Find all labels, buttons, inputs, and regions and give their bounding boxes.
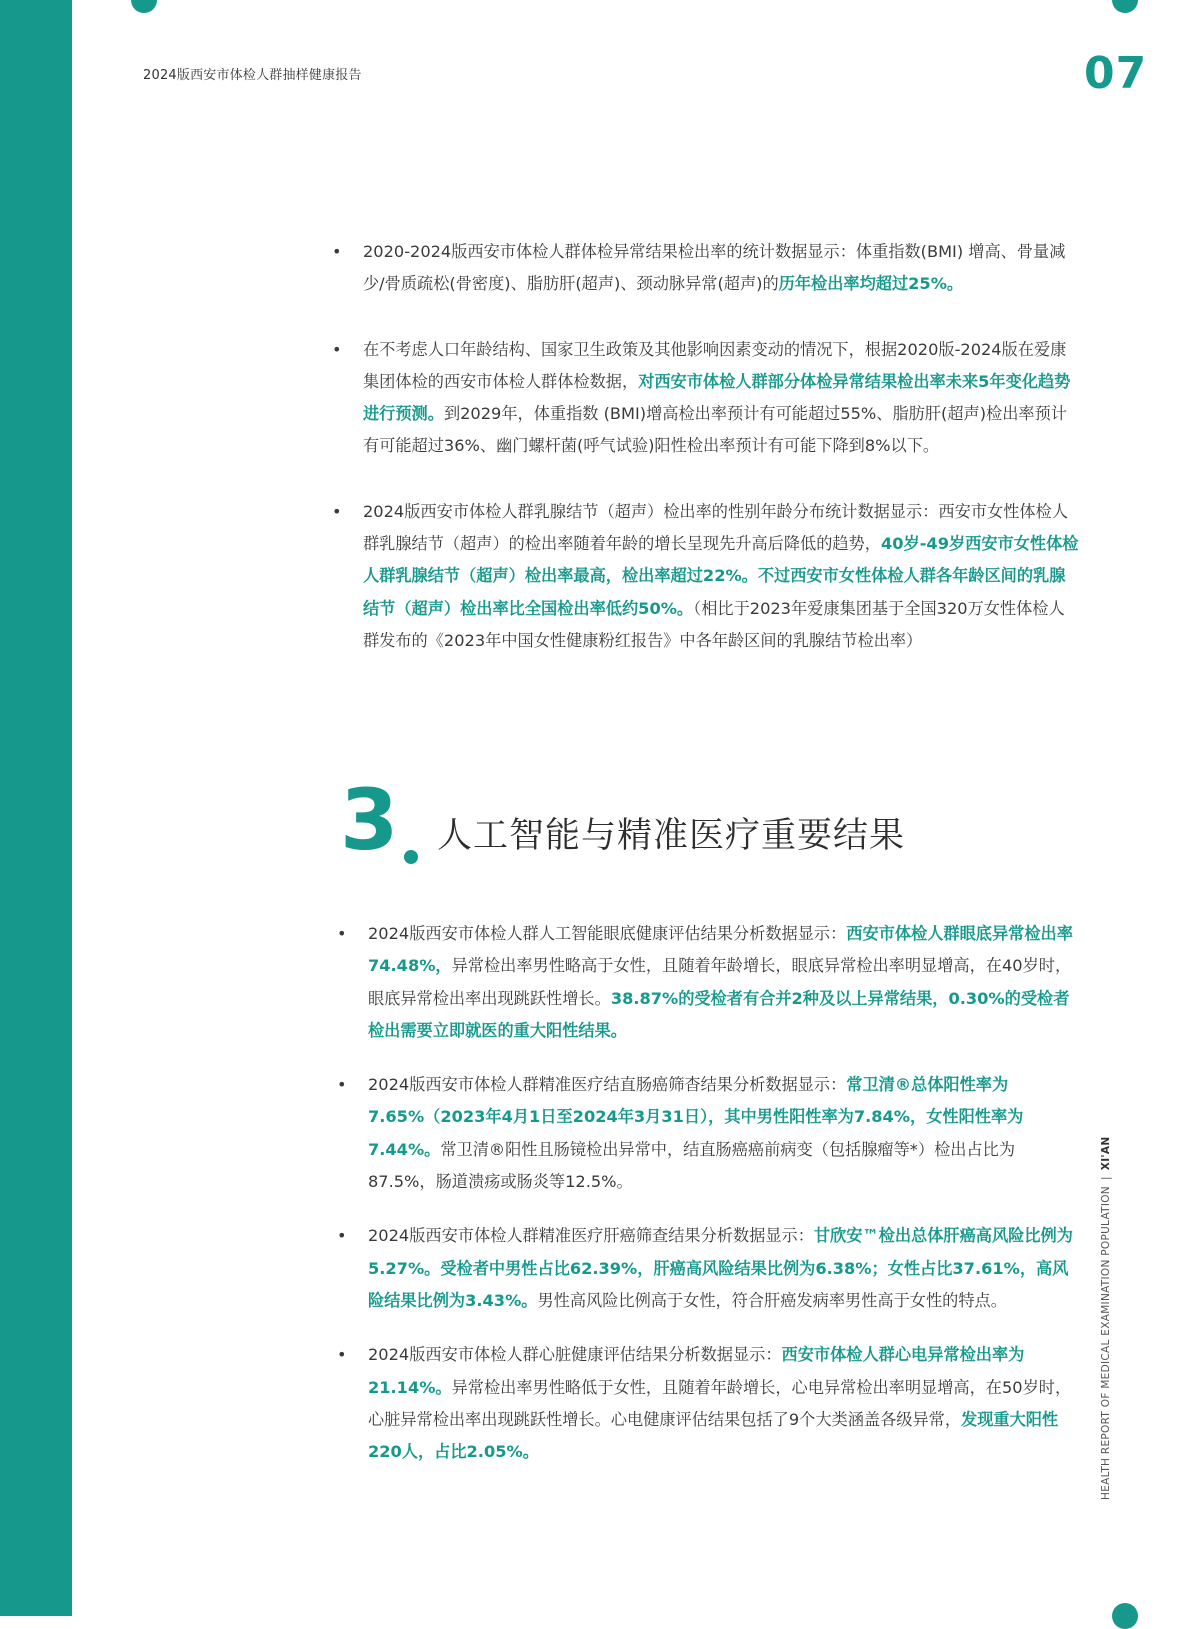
bullet-text: 2024版西安市体检人群乳腺结节（超声）检出率的性别年龄分布统计数据显示：西安市女性体检人群乳腺结节（超声）的检出率随着年龄的增长呈现先升高后降低的趋势，40岁-49岁西安市女性体检人群乳腺结节（超声）检出率最高，检出率超过22%。不过西安市女性体检人群各年龄区间的乳腺结节（超声）检出率比全国检出率低约50%。（相比于2023年爱康集团基于全国320万女性体检人群发布的《2023年中国女性健康粉红报告》中各年龄区间的乳腺结节检出率）	[363, 501, 1079, 650]
bullet-icon: •	[332, 339, 342, 359]
decorative-dot-top-left	[131, 0, 157, 13]
list-item	[330, 334, 1080, 463]
section-number-dot	[404, 850, 418, 864]
section-number: 3	[340, 771, 399, 869]
side-caption-text: HEALTH REPORT OF MEDICAL EXAMINATION POPULATION	[1100, 1186, 1112, 1500]
list-item	[335, 1220, 1080, 1317]
list-item	[330, 236, 1080, 301]
page-number: 07	[1084, 48, 1148, 99]
bullet-icon: •	[337, 924, 347, 943]
decorative-dot-bottom-right	[1112, 1603, 1138, 1629]
list-item	[335, 918, 1080, 1047]
decorative-dot-top-right	[1112, 0, 1138, 13]
ai-results-bullet-list	[335, 918, 1080, 1490]
left-accent-band	[0, 0, 72, 1616]
bullet-icon: •	[337, 1075, 347, 1095]
summary-bullet-list	[330, 236, 1080, 690]
list-item	[330, 496, 1080, 657]
bullet-icon: •	[337, 1226, 347, 1246]
bullet-icon: •	[332, 242, 342, 261]
section-title: 人工智能与精准医疗重要结果	[437, 816, 906, 856]
bullet-text: 在不考虑人口年龄结构、国家卫生政策及其他影响因素变动的情况下，根据2020版-2024版在爱康集团体检的西安市体检人群体检数据，对西安市体检人群部分体检异常结果检出率未来5年变化趋势进行预测。到2029年，体重指数 (BMI)增高检出率预计有可能超过55%、脂肪肝(超声)检出率预计有可能超过36%、幽门螺杆菌(呼气试验)阳性检出率预计有可能下降到8%以下。	[363, 339, 1071, 456]
bullet-text: 2020-2024版西安市体检人群体检异常结果检出率的统计数据显示：体重指数(BMI) 增高、骨量减少/骨质疏松(骨密度)、脂肪肝(超声)、颈动脉异常(超声)的历年检出率均超过25%。	[363, 242, 1066, 294]
bullet-text: 2024版西安市体检人群心脏健康评估结果分析数据显示：西安市体检人群心电异常检出率为21.14%。异常检出率男性略低于女性，且随着年龄增长，心电异常检出率明显增高，在50岁时，心脏异常检出率出现跳跃性增长。心电健康评估结果包括了9个大类涵盖各级异常，发现重大阳性220人，占比2.05%。	[368, 1345, 1072, 1462]
bullet-icon: •	[332, 501, 342, 521]
side-caption	[1100, 1137, 1112, 1500]
bullet-text: 2024版西安市体检人群精准医疗肝癌筛查结果分析数据显示：甘欣安™检出总体肝癌高风险比例为5.27%。受检者中男性占比62.39%，肝癌高风险结果比例为6.38%；女性占比37.61%，高风险结果比例为3.43%。男性高风险比例高于女性，符合肝癌发病率男性高于女性的特点。	[368, 1226, 1073, 1310]
list-item	[335, 1069, 1080, 1198]
list-item	[335, 1339, 1080, 1468]
side-caption-city: XI'AN	[1100, 1136, 1112, 1171]
bullet-text: 2024版西安市体检人群人工智能眼底健康评估结果分析数据显示：西安市体检人群眼底异常检出率74.48%，异常检出率男性略高于女性，且随着年龄增长，眼底异常检出率明显增高，在40岁时，眼底异常检出率出现跳跃性增长。38.87%的受检者有合并2种及以上异常结果，0.30%的受检者检出需要立即就医的重大阳性结果。	[368, 924, 1073, 1040]
bullet-text: 2024版西安市体检人群精准医疗结直肠癌筛杳结果分析数据显示：常卫清®总体阳性率为7.65%（2023年4月1日至2024年3月31日），其中男性阳性率为7.84%，女性阳性率为7.44%。常卫清®阳性且肠镜检出异常中，结直肠癌癌前病变（包括腺瘤等*）检出占比为87.5%，肠道溃疡或肠炎等12.5%。	[368, 1075, 1024, 1192]
report-title: 2024版西安市体检人群抽样健康报告	[143, 68, 362, 83]
side-caption-separator: |	[1100, 1176, 1112, 1181]
bullet-icon: •	[337, 1345, 347, 1365]
